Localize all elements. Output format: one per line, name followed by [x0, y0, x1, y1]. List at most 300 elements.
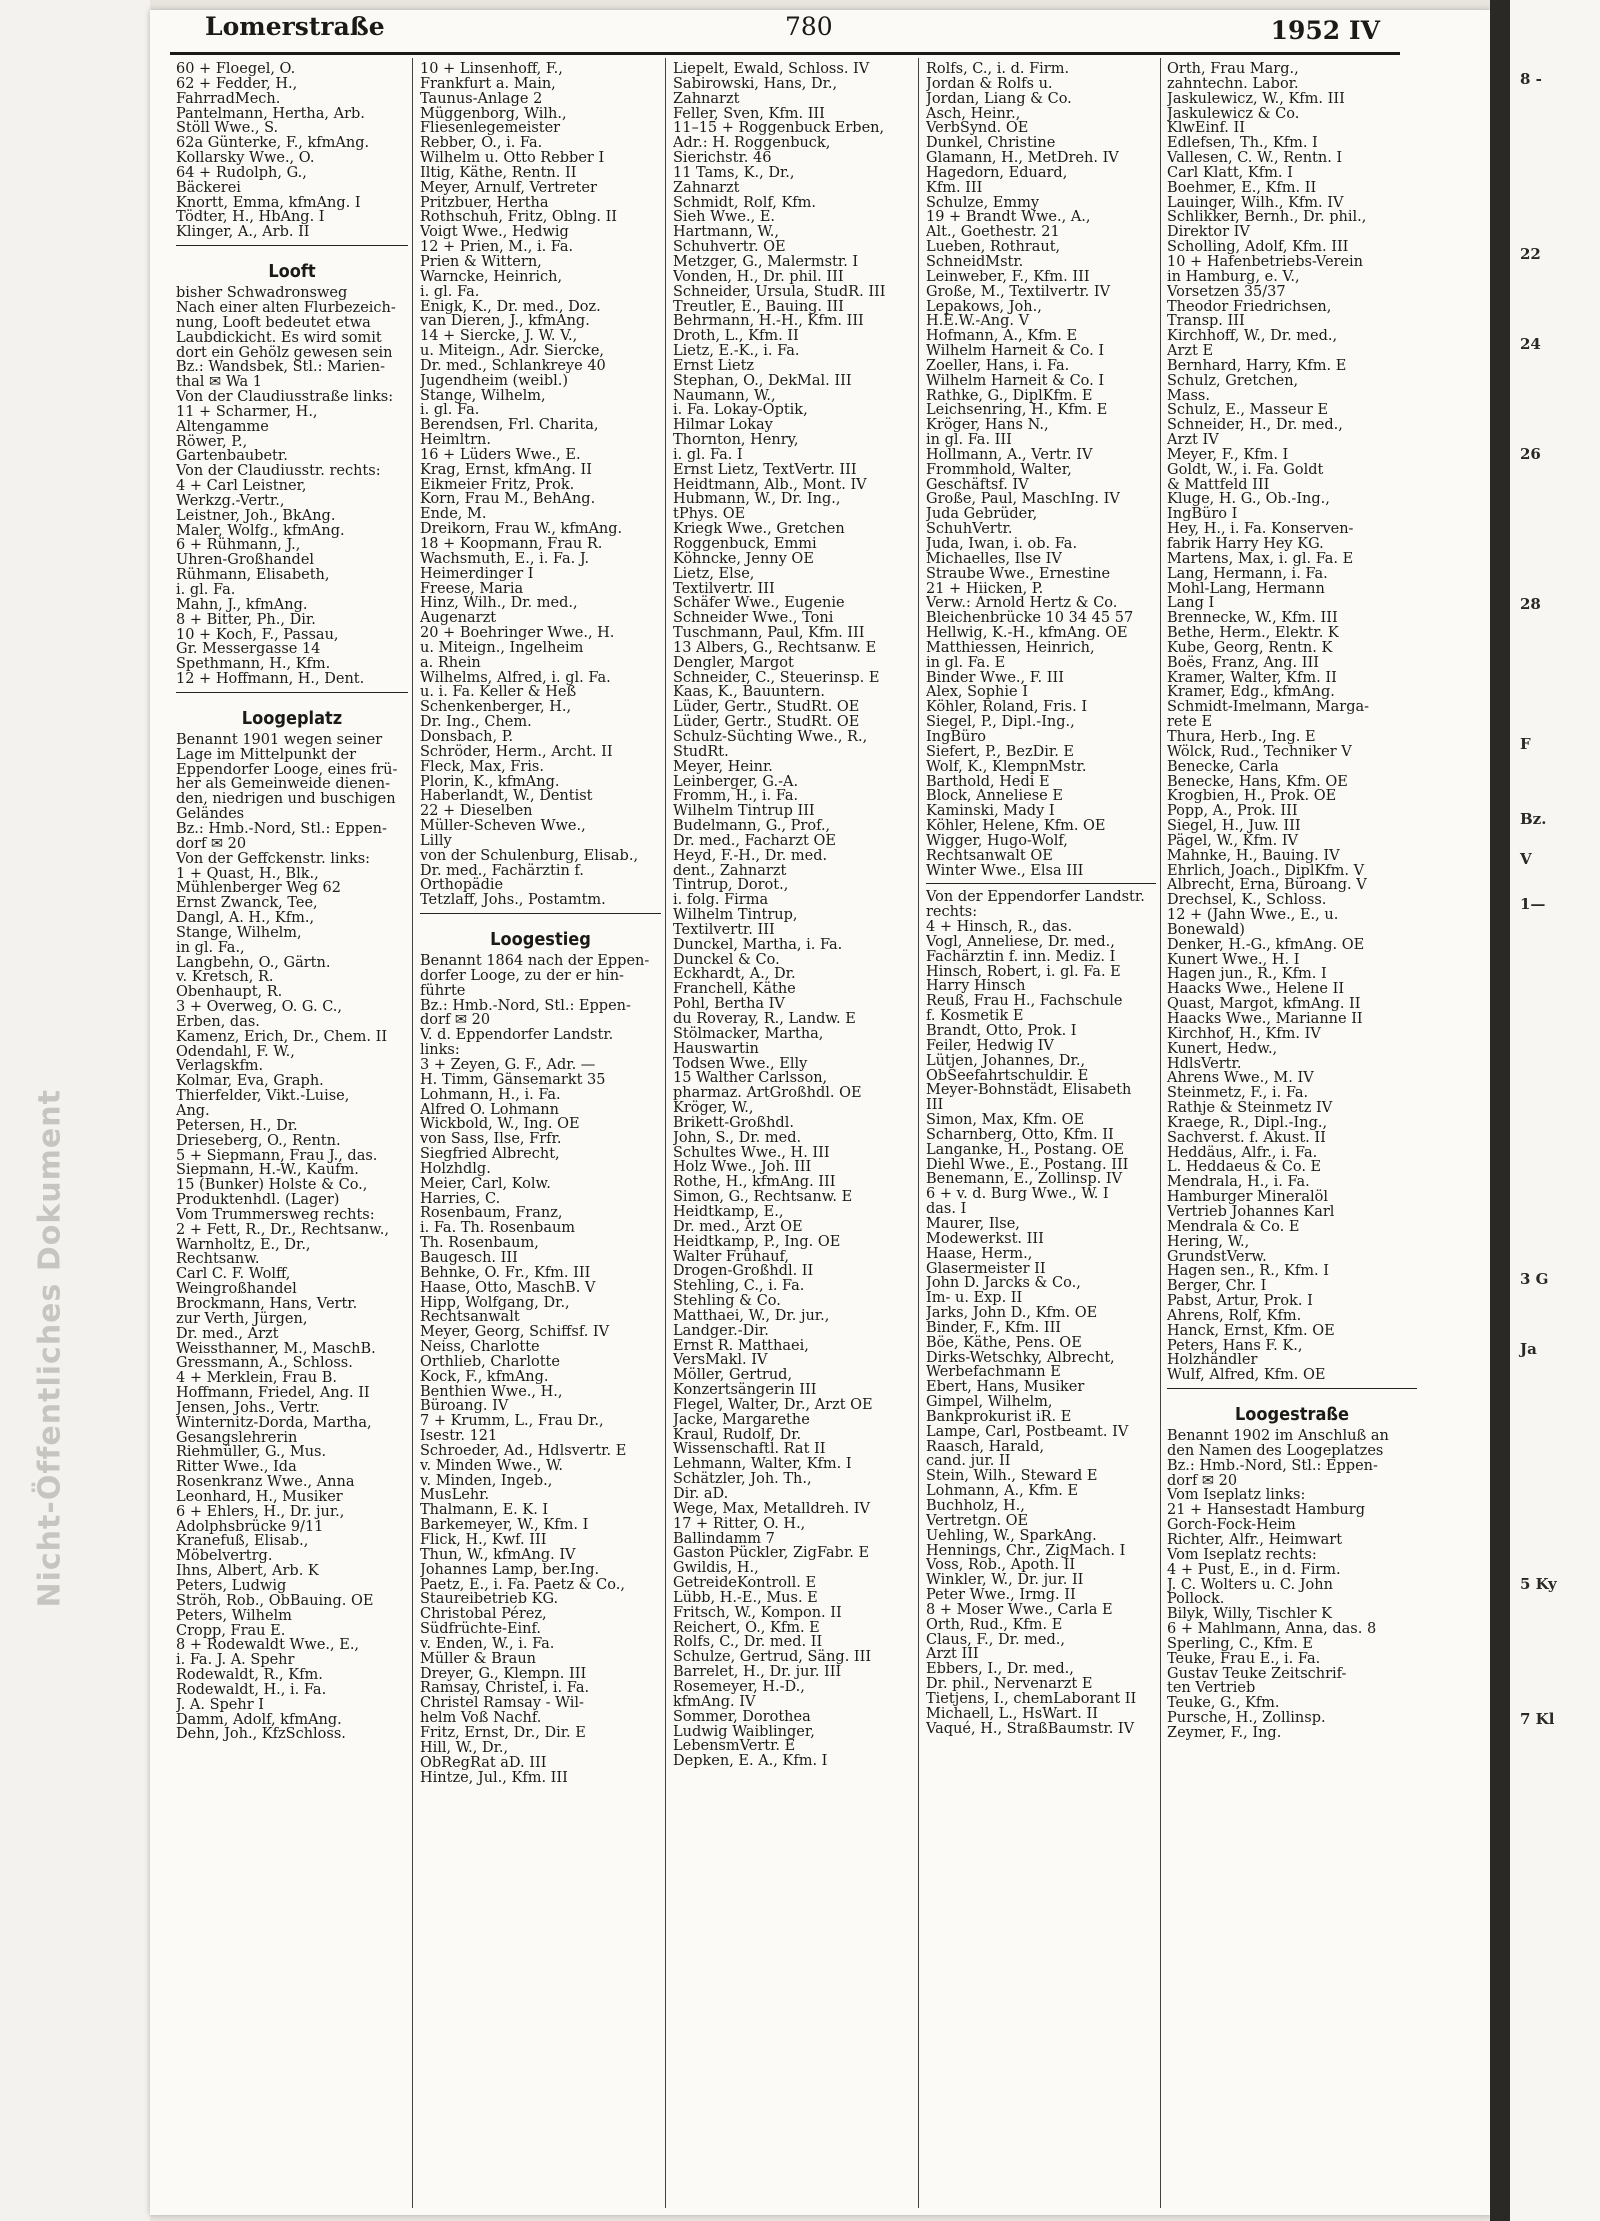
directory-entry: Vonden, H., Dr. phil. III [673, 268, 844, 285]
directory-entry: i. Fa. Th. Rosenbaum [420, 1220, 576, 1237]
directory-entry: Depken, E. A., Kfm. I [673, 1753, 828, 1770]
directory-entry: Hering, W., [1167, 1233, 1250, 1250]
directory-entry: 4 + Hinsch, R., das. [926, 919, 1073, 936]
directory-entry: v. Enden, W., i. Fa. [420, 1635, 555, 1652]
directory-entry: Schneider Wwe., Toni [673, 610, 834, 627]
directory-entry: Berger, Chr. I [1167, 1278, 1267, 1295]
directory-entry: Hagen jun., R., Kfm. I [1167, 966, 1327, 983]
directory-entry: Hilmar Lokay [673, 417, 773, 434]
directory-entry: Staureibetrieb KG. [420, 1591, 559, 1608]
directory-entry: 21 + Hiicken, P. [926, 580, 1044, 597]
directory-entry: Meyer, Heinr. [673, 758, 773, 775]
directory-entry: Benemann, E., Zollinsp. IV [926, 1171, 1123, 1188]
directory-entry: Zeymer, F., Ing. [1167, 1724, 1282, 1741]
directory-entry: Claus, F., Dr. med., [926, 1631, 1066, 1648]
directory-entry: i. gl. Fa. [420, 402, 480, 419]
directory-entry: Lohmann, H., i. Fa. [420, 1086, 561, 1103]
directory-entry: Wachsmuth, E., i. Fa. J. [420, 550, 590, 567]
directory-entry: Haberlandt, W., Dentist [420, 788, 593, 805]
directory-entry: Hanck, Ernst, Kfm. OE [1167, 1322, 1335, 1339]
directory-entry: Damm, Adolf, kfmAng. [176, 1711, 342, 1728]
directory-entry: 15 (Bunker) Holste & Co., [176, 1177, 368, 1194]
directory-entry: Köhler, Roland, Fris. I [926, 699, 1088, 716]
directory-entry: 18 + Koopmann, Frau R. [420, 536, 603, 552]
directory-entry: Modewerkst. III [926, 1230, 1044, 1247]
directory-entry: Ende, M. [420, 506, 487, 523]
directory-entry: Lang, Hermann, i. Fa. [1167, 565, 1328, 582]
directory-entry: Ihns, Albert, Arb. K [176, 1563, 319, 1580]
street-section-heading: Looft [268, 261, 316, 283]
directory-entry: den Namen des Loogeplatzes [1167, 1442, 1384, 1459]
directory-entry: Hartmann, W., [673, 224, 779, 241]
directory-entry: Werkzg.-Vertr., [176, 492, 285, 509]
directory-entry: Direktor IV [1167, 224, 1250, 241]
directory-entry: Leistner, Joh., BkAng. [176, 507, 336, 524]
directory-entry: Barthold, Hedi E [926, 773, 1050, 790]
directory-entry: Fliesenlegemeister [420, 120, 561, 137]
directory-entry: 6 + Ehlers, H., Dr. jur., [176, 1503, 345, 1520]
directory-entry: Siepmann, H.-W., Kaufm. [176, 1162, 359, 1179]
directory-entry: Benannt 1864 nach der Eppen- [420, 953, 650, 970]
directory-entry: Thornton, Henry, [673, 432, 799, 449]
directory-entry: 10 + Hafenbetriebs-Verein [1167, 253, 1364, 270]
directory-entry: Müller-Scheven Wwe., [420, 818, 586, 835]
directory-entry: Boehmer, E., Kfm. II [1167, 179, 1317, 196]
directory-entry: Haacks Wwe., Helene II [1167, 981, 1345, 998]
directory-entry: Kirchhoff, W., Dr. med., [1167, 328, 1338, 345]
section-divider [176, 687, 408, 699]
directory-entry: Dr. med., Schlankreye 40 [420, 357, 606, 374]
directory-entry: Matthaei, W., Dr. jur., [673, 1307, 830, 1324]
directory-entry: Tintrup, Dorot., [673, 877, 789, 894]
directory-entry: Christobal Pérez, [420, 1606, 547, 1623]
street-heading: Lomerstraße [205, 12, 385, 41]
directory-entry: Sommer, Dorothea [673, 1708, 811, 1725]
directory-entry: dorf ✉ 20 [176, 835, 247, 852]
directory-entry: Jordan, Liang & Co. [926, 90, 1072, 107]
directory-entry: Jacke, Margarethe [673, 1411, 810, 1428]
directory-entry: KlwEinf. II [1167, 120, 1245, 137]
directory-entry: HdlsVertr. [1167, 1055, 1242, 1072]
directory-entry: Schulze, Gertrud, Säng. III [673, 1649, 872, 1666]
directory-entry: Hellwig, K.-H., kfmAng. OE [926, 625, 1128, 642]
directory-entry: Brockmann, Hans, Vertr. [176, 1295, 358, 1312]
directory-entry: Tietjens, I., chemLaborant II [926, 1690, 1137, 1707]
directory-entry: Holzhändler [1167, 1352, 1258, 1369]
directory-entry: 10 + Linsenhoff, F., [420, 62, 563, 77]
directory-entry: Siegel, P., Dipl.-Ing., [926, 714, 1075, 731]
directory-entry: Wilhelm Tintrup, [673, 907, 798, 924]
directory-entry: Klinger, A., Arb. II [176, 224, 310, 241]
directory-entry: SchuhVertr. [926, 521, 1013, 538]
directory-entry: Treutler, E., Bauing. III [673, 298, 844, 315]
directory-entry: Wolf, K., KlempnMstr. [926, 758, 1087, 775]
directory-entry: Schultes Wwe., H. III [673, 1144, 830, 1161]
section-divider [420, 908, 661, 920]
directory-entry: Laubdickicht. Es wird somit [176, 329, 382, 346]
directory-entry: Vertretgn. OE [926, 1512, 1029, 1529]
directory-entry: Barkemeyer, W., Kfm. I [420, 1517, 589, 1534]
directory-entry: Bz.: Wandsbek, Stl.: Marien- [176, 359, 385, 376]
directory-entry: Vaqué, H., StraßBaumstr. IV [926, 1720, 1135, 1737]
directory-entry: Stehling & Co. [673, 1293, 781, 1310]
directory-entry: Alex, Sophie I [926, 684, 1028, 701]
directory-entry: Lage im Mittelpunkt der [176, 746, 357, 763]
directory-entry: das. I [926, 1201, 967, 1218]
directory-entry: 4 + Merklein, Frau B. [176, 1370, 338, 1387]
directory-entry: Südfrüchte-Einf. [420, 1621, 541, 1638]
directory-entry: Arzt IV [1167, 432, 1219, 449]
directory-entry: Mahnke, H., Bauing. IV [1167, 847, 1340, 864]
directory-entry: Cropp, Frau E. [176, 1622, 286, 1639]
directory-entry: Wigger, Hugo-Wolf, [926, 832, 1068, 849]
directory-entry: Lehmann, Walter, Kfm. I [673, 1456, 852, 1473]
directory-entry: Kamenz, Erich, Dr., Chem. II [176, 1028, 388, 1045]
directory-entry: Lilly [420, 832, 452, 849]
directory-entry: Hill, W., Dr., [420, 1739, 509, 1756]
directory-entry: Hofmann, A., Kfm. E [926, 328, 1078, 345]
street-section-heading: Loogestieg [490, 929, 591, 951]
directory-entry: Hauswartin [673, 1040, 759, 1057]
page-number: 780 [785, 12, 833, 41]
directory-entry: Jarks, John D., Kfm. OE [926, 1305, 1098, 1322]
directory-entry: kfmAng. IV [673, 1693, 756, 1710]
directory-entry: StudRt. [673, 743, 729, 760]
directory-entry: Rosenkranz Wwe., Anna [176, 1474, 355, 1491]
street-section-heading: Loogestraße [1234, 1404, 1350, 1426]
directory-entry: J. C. Wolters u. C. John [1167, 1576, 1333, 1593]
directory-entry: Binder, F., Kfm. III [926, 1319, 1062, 1336]
directory-entry: Johannes Lamp, ber.Ing. [420, 1561, 600, 1578]
directory-entry: Reichert, O., Kfm. E [673, 1619, 820, 1636]
directory-entry: Zoeller, Hans, i. Fa. [926, 357, 1070, 374]
directory-entry: Pritzbuer, Hertha [420, 194, 549, 211]
directory-entry: Bäckerei [176, 179, 241, 196]
directory-entry: Benannt 1901 wegen seiner [176, 731, 383, 748]
directory-entry: Jaskulewicz, W., Kfm. III [1167, 90, 1345, 107]
directory-entry: Kranefuß, Elisab., [176, 1533, 309, 1550]
directory-entry: Petersen, H., Dr. [176, 1117, 298, 1134]
directory-entry: Boës, Franz, Ang. III [1167, 654, 1319, 671]
directory-entry: Kunert, Hedw., [1167, 1040, 1278, 1057]
directory-entry: Warnholtz, E., Dr., [176, 1236, 311, 1253]
directory-entry: Köhncke, Jenny OE [673, 550, 814, 567]
directory-entry: Von der Eppendorfer Landstr. [926, 889, 1145, 906]
directory-entry: Steinmetz, F., i. Fa. [1167, 1085, 1309, 1102]
directory-entry: Wilhelm Harneit & Co. I [926, 343, 1105, 360]
directory-entry: van Dieren, J., kfmAng. [420, 313, 590, 330]
directory-entry: thal ✉ Wa 1 [176, 374, 262, 391]
directory-entry: Stange, Wilhelm, [176, 924, 302, 941]
directory-entry: Tödter, H., HbAng. I [176, 209, 325, 226]
directory-entry: Benecke, Hans, Kfm. OE [1167, 773, 1348, 790]
directory-entry: Reuß, Frau H., Fachschule [926, 993, 1123, 1010]
directory-entry: Taunus-Anlage 2 [420, 90, 543, 107]
directory-entry: Bernhard, Harry, Kfm. E [1167, 357, 1347, 374]
directory-entry: Bankprokurist iR. E [926, 1408, 1072, 1425]
directory-entry: Enigk, K., Dr. med., Doz. [420, 298, 601, 315]
directory-entry: pharmaz. ArtGroßhdl. OE [673, 1085, 862, 1102]
directory-entry: Simon, G., Rechtsanw. E [673, 1189, 853, 1206]
directory-entry: H.E.W.-Ang. V [926, 313, 1030, 330]
directory-entry: Rodewaldt, R., Kfm. [176, 1667, 323, 1684]
directory-entry: Denker, H.-G., kfmAng. OE [1167, 936, 1365, 953]
directory-entry: in gl. Fa., [176, 939, 245, 956]
directory-entry: in gl. Fa. III [926, 432, 1012, 449]
adjacent-page-fragment: 5 Ky [1520, 1575, 1557, 1593]
directory-entry: Siefert, P., BezDir. E [926, 743, 1075, 760]
directory-entry: Pursche, H., Zollinsp. [1167, 1710, 1326, 1727]
directory-entry: Textilvertr. III [673, 580, 775, 597]
directory-entry: i. Fa. Lokay-Optik, [673, 402, 808, 419]
directory-entry: 10 + Koch, F., Passau, [176, 626, 339, 643]
directory-entry: Pollock. [1167, 1591, 1225, 1608]
directory-entry: Mohl-Lang, Hermann [1167, 580, 1325, 597]
directory-entry: Benthien Wwe., H., [420, 1383, 563, 1400]
directory-entry: Alfred O. Lohmann [420, 1101, 559, 1118]
directory-entry: Schmidt-Imelmann, Marga- [1167, 699, 1370, 716]
directory-entry: Lüder, Gertr., StudRt. OE [673, 699, 860, 716]
directory-entry: Droth, L., Kfm. II [673, 328, 799, 345]
directory-entry: Rebber, O., i. Fa. [420, 135, 543, 152]
directory-entry: Dirks-Wetschky, Albrecht, [926, 1349, 1115, 1366]
directory-entry: Kröger, Hans N., [926, 417, 1049, 434]
directory-entry: Obenhaupt, R. [176, 984, 283, 1001]
directory-entry: 62 + Fedder, H., [176, 75, 298, 92]
directory-entry: Uehling, W., SparkAng. [926, 1527, 1097, 1544]
directory-entry: Neiss, Charlotte [420, 1339, 540, 1356]
directory-entry: Voss, Rob., Apoth. II [926, 1557, 1076, 1574]
directory-entry: Riehmüller, G., Mus. [176, 1444, 327, 1461]
directory-entry: rete E [1167, 714, 1213, 731]
directory-entry: Kollarsky Wwe., O. [176, 150, 315, 167]
directory-entry: nung, Looft bedeutet etwa [176, 314, 371, 331]
directory-entry: Fromm, H., i. Fa. [673, 788, 799, 805]
directory-entry: Zahnarzt [673, 90, 740, 107]
directory-entry: Kaminski, Mady I [926, 803, 1055, 820]
directory-entry: i. Fa. J. A. Spehr [176, 1652, 295, 1669]
directory-entry: Leonhard, H., Musiker [176, 1488, 343, 1505]
directory-entry: cand. jur. II [926, 1453, 1011, 1470]
directory-entry: Jugendheim (weibl.) [420, 372, 569, 389]
directory-entry: Kramer, Edg., kfmAng. [1167, 684, 1335, 701]
directory-entry: Gr. Messergasse 14 [176, 641, 321, 658]
directory-entry: Meier, Carl, Kolw. [420, 1175, 551, 1192]
directory-entry: John, S., Dr. med. [673, 1129, 802, 1146]
directory-entry: 6 + Rühmann, J., [176, 537, 301, 554]
directory-entry: u. Miteign., Adr. Siercke, [420, 343, 605, 360]
directory-entry: Ludwig Waiblinger, [673, 1723, 815, 1740]
directory-entry: Stein, Wilh., Steward E [926, 1468, 1098, 1485]
adjacent-page-fragment: Ja [1520, 1340, 1537, 1358]
directory-entry: Korn, Frau M., BehAng. [420, 491, 596, 508]
directory-entry: Pägel, W., Kfm. IV [1167, 832, 1299, 849]
directory-entry: IngBüro I [1167, 506, 1238, 523]
adjacent-page-fragment: 26 [1520, 445, 1541, 463]
directory-entry: Christel Ramsay - Wil- [420, 1695, 584, 1712]
directory-entry: Rechtsanwalt [420, 1309, 520, 1326]
directory-entry: Rothschuh, Fritz, Oblng. II [420, 209, 618, 226]
directory-entry: III [926, 1097, 944, 1114]
directory-entry: Schäfer Wwe., Eugenie [673, 595, 845, 612]
directory-entry: Barrelet, H., Dr. jur. III [673, 1664, 842, 1681]
directory-entry: Mendrala & Co. E [1167, 1218, 1300, 1235]
directory-entry: Langanke, H., Postang. OE [926, 1141, 1125, 1158]
directory-entry: dort ein Gehölz gewesen sein [176, 344, 393, 361]
directory-entry: Fachärztin f. inn. Mediz. I [926, 948, 1116, 965]
directory-entry: Todsen Wwe., Elly [673, 1055, 808, 1072]
directory-entry: Leinberger, G.-A. [673, 773, 799, 790]
directory-entry: Michaelles, Ilse IV [926, 550, 1062, 567]
directory-entry: Th. Rosenbaum, [420, 1235, 539, 1252]
directory-entry: f. Kosmetik E [926, 1008, 1024, 1025]
directory-entry: Donsbach, P. [420, 728, 514, 745]
directory-entry: Behrmann, H.-H., Kfm. III [673, 313, 864, 330]
directory-entry: Schulze, Emmy [926, 194, 1040, 211]
directory-entry: Sabirowski, Hans, Dr., [673, 75, 838, 92]
directory-entry: Thun, W., kfmAng. IV [420, 1546, 576, 1563]
directory-entry: Teuke, Frau E., i. Fa. [1167, 1650, 1321, 1667]
directory-entry: Siegel, H., Juw. III [1167, 818, 1301, 835]
directory-entry: Dr. phil., Nervenarzt E [926, 1676, 1093, 1693]
directory-entry: führte [420, 982, 466, 999]
directory-entry: Lohmann, A., Kfm. E [926, 1483, 1079, 1500]
directory-entry: Haase, Otto, MaschB. V [420, 1279, 596, 1296]
directory-entry: 21 + Hansestadt Hamburg [1167, 1502, 1365, 1519]
year-volume: 1952 IV [1270, 16, 1380, 45]
directory-entry: Quast, Margot, kfmAng. II [1167, 996, 1361, 1013]
directory-entry: Ernst Lietz [673, 357, 755, 374]
directory-entry: dorfer Looge, zu der er hin- [420, 967, 624, 984]
directory-entry: 1 + Quast, H., Blk., [176, 865, 319, 882]
directory-entry: 8 + Rodewaldt Wwe., E., [176, 1637, 360, 1654]
directory-entry: Produktenhdl. (Lager) [176, 1192, 340, 1209]
directory-entry: Arzt E [1167, 343, 1214, 360]
directory-entry: Prien & Wittern, [420, 253, 542, 270]
directory-entry: Rolfs, C., i. d. Firm. [926, 62, 1070, 77]
directory-entry: Gartenbaubetr. [176, 448, 288, 465]
directory-entry: Hipp, Wolfgang, Dr., [420, 1294, 570, 1311]
directory-entry: Juda Gebrüder, [926, 506, 1038, 523]
directory-entry: 60 + Floegel, O. [176, 62, 296, 77]
directory-entry: 13 Albers, G., Rechtsanw. E [673, 639, 877, 656]
directory-entry: Stölmacker, Martha, [673, 1025, 824, 1042]
directory-entry: i. folg. Firma [673, 892, 769, 909]
directory-entry: Juda, Iwan, i. ob. Fa. [926, 536, 1078, 552]
directory-entry: Brikett-Großhdl. [673, 1114, 794, 1131]
directory-entry: 8 + Moser Wwe., Carla E [926, 1601, 1113, 1618]
directory-entry: Brandt, Otto, Prok. I [926, 1023, 1077, 1039]
directory-entry: Kraege, R., Dipl.-Ing., [1167, 1114, 1328, 1131]
directory-entry: Vertrieb Johannes Karl [1167, 1203, 1335, 1220]
directory-entry: V. d. Eppendorfer Landstr. [420, 1027, 614, 1044]
directory-entry: v. Minden Wwe., W. [420, 1457, 564, 1474]
directory-entry: Lüder, Gertr., StudRt. OE [673, 714, 860, 731]
directory-entry: Rechtsanwalt OE [926, 847, 1053, 864]
directory-entry: Voigt Wwe., Hedwig [420, 224, 569, 241]
directory-entry: Heddäus, Alfr., i. Fa. [1167, 1144, 1318, 1161]
directory-entry: Meyer-Bohnstädt, Elisabeth [926, 1082, 1132, 1099]
directory-entry: Schneider, Ursula, StudR. III [673, 283, 886, 300]
directory-entry: Haacks Wwe., Marianne II [1167, 1011, 1363, 1027]
directory-entry: Hey, H., i. Fa. Konserven- [1167, 521, 1354, 538]
directory-entry: Krogbien, H., Prok. OE [1167, 788, 1337, 805]
directory-entry: Peters, Hans F. K., [1167, 1337, 1303, 1354]
directory-entry: Lübb, H.-E., Mus. E [673, 1589, 818, 1606]
directory-entry: Gimpel, Wilhelm, [926, 1394, 1053, 1411]
directory-entry: Erben, das. [176, 1013, 260, 1030]
directory-entry: 2 + Fett, R., Dr., Rechtsanw., [176, 1221, 389, 1238]
directory-entry: u. i. Fa. Keller & Heß [420, 684, 577, 701]
directory-entry: Bz.: Hmb.-Nord, Stl.: Eppen- [1167, 1457, 1378, 1474]
directory-entry: Lang I [1167, 595, 1215, 612]
directory-entry: Simon, Max, Kfm. OE [926, 1112, 1085, 1129]
directory-entry: Iltig, Käthe, Rentn. II [420, 164, 577, 181]
directory-entry: Kirchhof, H., Kfm. IV [1167, 1025, 1321, 1042]
directory-entry: Hinz, Wilh., Dr. med., [420, 595, 578, 612]
directory-entry: Gressmann, A., Schloss. [176, 1355, 353, 1372]
directory-entry: Raasch, Harald, [926, 1438, 1045, 1455]
directory-entry: Lietz, Else, [673, 565, 755, 582]
directory-entry: Adr.: H. Roggenbuck, [673, 135, 831, 152]
directory-entry: Gesangslehrerin [176, 1429, 298, 1446]
directory-entry: Wilhelm Harneit & Co. I [926, 372, 1105, 389]
header-rule [170, 52, 1400, 55]
directory-entry: Siegfried Albrecht, [420, 1146, 560, 1163]
directory-entry: von der Schulenburg, Elisab., [420, 847, 639, 864]
directory-entry: Dehn, Joh., KfzSchloss. [176, 1726, 346, 1743]
directory-entry: Meyer, Georg, Schiffsf. IV [420, 1324, 610, 1341]
binding-gutter [1490, 0, 1510, 2221]
directory-entry: Arzt III [926, 1646, 979, 1663]
directory-entry: Martens, Max, i. gl. Fa. E [1167, 550, 1354, 567]
directory-entry: Bethe, Herm., Elektr. K [1167, 625, 1339, 642]
directory-entry: Augenarzt [420, 610, 497, 627]
directory-entry: Binder Wwe., F. III [926, 669, 1064, 686]
directory-entry: Thierfelder, Vikt.-Luise, [176, 1088, 350, 1105]
directory-entry: Rathke, G., DiplKfm. E [926, 387, 1093, 404]
directory-entry: Teuke, G., Kfm. [1167, 1695, 1280, 1712]
directory-entry: Rathje & Steinmetz IV [1167, 1100, 1333, 1117]
directory-entry: i. gl. Fa. [176, 582, 236, 598]
directory-entry: Pabst, Artur, Prok. I [1167, 1293, 1313, 1310]
directory-entry: Im- u. Exp. II [926, 1290, 1023, 1307]
directory-entry: Wulf, Alfred, Kfm. OE [1167, 1367, 1326, 1384]
directory-entry: Rothe, H., kfmAng. III [673, 1174, 836, 1191]
directory-entry: Dr. med., Fachärztin f. [420, 862, 584, 879]
directory-entry: Stange, Wilhelm, [420, 387, 546, 404]
directory-entry: Mendrala, H., i. Fa. [1167, 1174, 1310, 1191]
directory-entry: Heyd, F.-H., Dr. med. [673, 847, 828, 864]
directory-entry: Paetz, E., i. Fa. Paetz & Co., [420, 1576, 625, 1593]
directory-entry: 4 + Carl Leistner, [176, 478, 307, 495]
directory-entry: Asch, Heinr., [926, 105, 1021, 122]
directory-entry: Flegel, Walter, Dr., Arzt OE [673, 1396, 873, 1413]
directory-entry: Möller, Gertrud, [673, 1367, 793, 1384]
directory-entry: Bz.: Hmb.-Nord, Stl.: Eppen- [176, 820, 387, 837]
directory-entry: Schuhvertr. OE [673, 239, 786, 256]
directory-entry: Roggenbuck, Emmi [673, 536, 817, 552]
directory-entry: Dunckel & Co. [673, 951, 780, 968]
directory-entry: Wölck, Rud., Techniker V [1167, 743, 1352, 760]
directory-entry: Franchell, Käthe [673, 981, 796, 998]
directory-entry: H. Timm, Gänsemarkt 35 [420, 1071, 606, 1088]
directory-entry: rechts: [926, 904, 978, 921]
directory-entry: Meyer, F., Kfm. I [1167, 446, 1289, 463]
directory-entry: bisher Schwadronsweg [176, 285, 348, 302]
directory-entry: Ebert, Hans, Musiker [926, 1379, 1085, 1396]
directory-entry: 4 + Pust, E., in d. Firm. [1167, 1561, 1341, 1578]
